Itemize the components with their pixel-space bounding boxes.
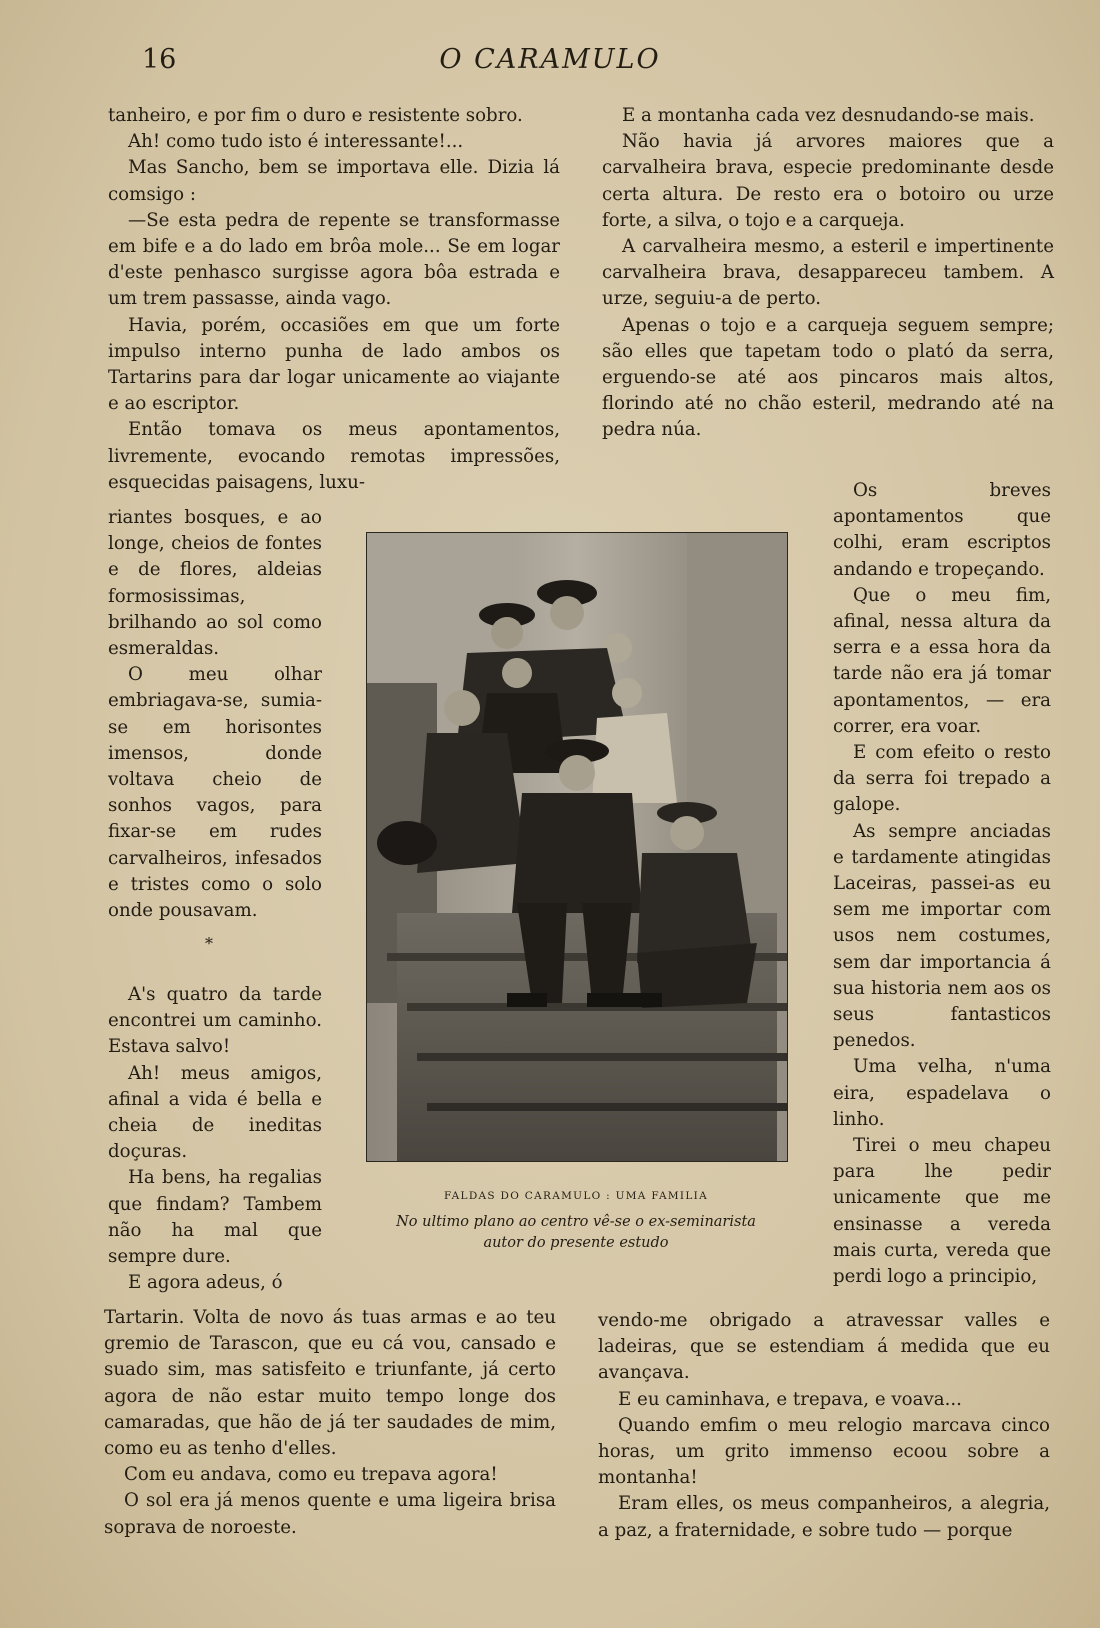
paragraph: riantes bosques, e ao longe, cheios de fontes e de flores, aldeias formosissimas, brilhando ao sol como esmeraldas. [108,507,322,660]
caption-line: No ultimo plano ao centro vê-se o ex-seminarista [396,1214,756,1230]
col2-top [602,103,1054,444]
paragraph: tanheiro, e por fim o duro e resistente sobro. [108,105,523,126]
paragraph: vendo-me obrigado a atravessar valles e ladeiras, que se estendiam á medida que eu avançava. [598,1310,1050,1384]
page-number: 16 [142,44,177,75]
paragraph: Tartarin. Volta de novo ás tuas armas e ao teu gremio de Tarascon, que eu cá vou, cansado e suado sim, mas satisfeito e triunfante, já certo agora de não estar muito tempo longe dos camaradas, que hão de já ter saudades de mim, como eu as tenho d'elles. [104,1307,556,1460]
figure-caption [366,1212,786,1254]
paragraph: Ah! como tudo isto é interessante!... [128,131,464,153]
paragraph: Mas Sancho, bem se importava elle. Dizia lá comsigo : [108,157,560,205]
paragraph: A carvalheira mesmo, a esteril e impertinente carvalheira brava, desappareceu tambem. A urze, seguiu-a de perto. [602,236,1054,310]
col1-top [108,103,560,496]
paragraph: E agora adeus, ó [128,1272,283,1294]
paragraph: Quando emfim o meu relogio marcava cinco horas, um grito immenso ecoou sobre a montanha! [598,1414,1050,1489]
section-separator: * [205,934,213,953]
col1-narrow [108,505,322,924]
paragraph: E com efeito o resto da serra foi trepado a galope. [833,742,1051,816]
paragraph: O meu olhar embriagava-se, sumia-se em horisontes imensos, donde voltava cheio de sonhos vagos, para fixar-se em rudes carvalheiros, infesados e tristes como o solo onde pousavam. [108,664,322,922]
paragraph: —Se esta pedra de repente se transformasse em bife e a do lado em brôa mole... Se em logar d'este penhasco surgisse agora bôa estrada e um trem passasse, ainda vago. [108,209,560,310]
paragraph: E a montanha cada vez desnudando-se mais. [622,105,1035,126]
paragraph: A's quatro da tarde encontrei um caminho. Estava salvo! [108,984,322,1058]
paragraph: O sol era já menos quente e uma ligeira brisa soprava de noroeste. [104,1490,556,1538]
paragraph: Com eu andava, como eu trepava agora! [124,1464,498,1486]
paragraph: Ha bens, ha regalias que findam? Tambem não ha mal que sempre dure. [108,1167,322,1268]
caption-line: autor do presente estudo [483,1235,669,1251]
paragraph: As sempre anciadas e tardamente atingidas Laceiras, passei-as eu sem me importar com usos nem costumes, sem dar importancia á sua historia nem aos os seus fantasticos penedos. [833,820,1051,1052]
col1-bottom [104,1305,556,1541]
paragraph: Os breves apontamentos que colhi, eram escriptos andando e tropeçando. [833,480,1051,580]
col2-bottom [598,1308,1050,1544]
photo-illustration [367,533,787,1161]
paragraph: Ah! meus amigos, afinal a vida é bella e cheia de ineditas doçuras. [108,1062,322,1163]
paragraph: Uma velha, n'uma eira, espadelava o linho. [833,1056,1051,1130]
paragraph: Não havia já arvores maiores que a carvalheira brava, especie predominante desde certa altura. De resto era o botoiro ou urze forte, a silva, o tojo e a carqueja. [602,131,1054,231]
family-photograph [366,532,788,1162]
figure-caption-title: FALDAS DO CARAMULO : UMA FAMILIA [443,1190,708,1202]
col2-narrow [833,478,1051,1290]
paragraph: Havia, porém, occasiões em que um forte impulso interno punha de lado ambos os Tartarins para dar logar unicamente ao viajante e ao escriptor. [108,314,560,415]
paragraph: Tirei o meu chapeu para lhe pedir unicamente que me ensinasse a vereda mais curta, vereda que perdi logo a principio, [833,1135,1051,1288]
running-title: O CARAMULO [439,44,661,75]
paragraph: Que o meu fim, afinal, nessa altura da serra e a essa hora da tarde não era já tomar apontamentos, — era correr, era voar. [833,584,1051,737]
paragraph: Então tomava os meus apontamentos, livremente, evocando remotas impressões, esquecidas paisagens, luxu- [108,419,560,493]
paragraph: Apenas o tojo e a carqueja seguem sempre; são elles que tapetam todo o plató da serra, erguendo-se até aos pincaros mais altos, florindo até no chão esteril, medrando até na pedra núa. [602,314,1054,441]
paragraph: Eram elles, os meus companheiros, a alegria, a paz, a fraternidade, e sobre tudo — porque [598,1493,1050,1541]
paragraph: E eu caminhava, e trepava, e voava... [618,1388,962,1410]
col1-narrow-2 [108,982,322,1296]
